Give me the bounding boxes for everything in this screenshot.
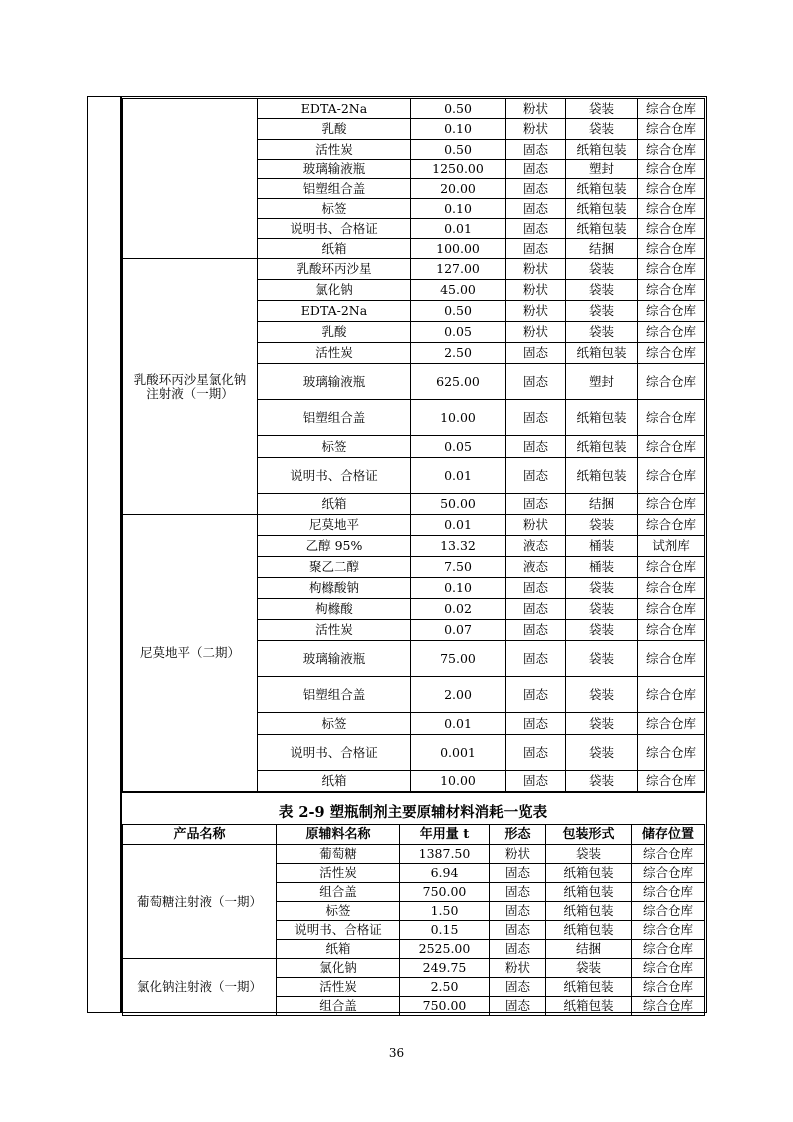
table-row (123, 259, 705, 280)
form-cell: 固态 (506, 140, 566, 160)
packaging-cell: 袋装 (566, 99, 638, 119)
storage-cell: 综合仓库 (638, 735, 705, 771)
name-cell: 聚乙二醇 (258, 557, 411, 578)
name-cell: 乳酸 (258, 322, 411, 343)
name-cell: 纸箱 (277, 940, 400, 959)
amount-cell: 0.50 (411, 140, 506, 160)
product-name-cell: 尼莫地平（二期） (123, 515, 258, 792)
storage-cell: 综合仓库 (638, 641, 705, 677)
header-annual-amount: 年用量 t (400, 825, 490, 845)
name-cell: 尼莫地平 (258, 515, 411, 536)
storage-cell: 综合仓库 (638, 219, 705, 239)
storage-cell: 综合仓库 (632, 940, 705, 959)
form-cell: 固态 (490, 883, 546, 902)
name-cell: 铝塑组合盖 (258, 400, 411, 436)
packaging-cell: 纸箱包装 (566, 458, 638, 494)
storage-cell: 综合仓库 (638, 160, 705, 179)
name-cell: 标签 (277, 902, 400, 921)
storage-cell: 综合仓库 (638, 515, 705, 536)
storage-cell: 综合仓库 (638, 557, 705, 578)
form-cell: 固态 (506, 239, 566, 259)
storage-cell: 综合仓库 (632, 864, 705, 883)
product-name-cell: 乳酸环丙沙星氯化钠注射液（一期） (123, 259, 258, 515)
form-cell: 固态 (506, 677, 566, 713)
plastic-table-body (123, 845, 705, 1016)
amount-cell: 0.01 (411, 458, 506, 494)
packaging-cell: 纸箱包装 (566, 140, 638, 160)
amount-cell: 0.10 (411, 199, 506, 219)
name-cell: 活性炭 (277, 864, 400, 883)
packaging-cell: 纸箱包装 (546, 921, 632, 940)
name-cell: 说明书、合格证 (277, 921, 400, 940)
amount-cell: 10.00 (411, 400, 506, 436)
amount-cell: 13.32 (411, 536, 506, 557)
form-cell: 固态 (506, 436, 566, 458)
form-cell: 固态 (506, 400, 566, 436)
form-cell: 粉状 (490, 959, 546, 978)
packaging-cell: 纸箱包装 (566, 343, 638, 364)
form-cell: 粉状 (506, 515, 566, 536)
amount-cell: 0.15 (400, 921, 490, 940)
amount-cell: 0.01 (411, 713, 506, 735)
name-cell: 说明书、合格证 (258, 735, 411, 771)
name-cell: 组合盖 (277, 997, 400, 1016)
amount-cell: 0.01 (411, 219, 506, 239)
storage-cell: 综合仓库 (638, 578, 705, 599)
form-cell: 固态 (506, 160, 566, 179)
amount-cell: 127.00 (411, 259, 506, 280)
storage-cell: 综合仓库 (638, 343, 705, 364)
header-material-name: 原辅料名称 (277, 825, 400, 845)
storage-cell: 综合仓库 (632, 978, 705, 997)
storage-cell: 综合仓库 (632, 959, 705, 978)
storage-cell: 综合仓库 (638, 436, 705, 458)
name-cell: 说明书、合格证 (258, 219, 411, 239)
packaging-cell: 袋装 (566, 515, 638, 536)
header-storage: 储存位置 (632, 825, 705, 845)
plastic-bottle-materials-table (122, 824, 705, 1016)
amount-cell: 0.10 (411, 578, 506, 599)
form-cell: 粉状 (506, 322, 566, 343)
storage-cell: 综合仓库 (638, 458, 705, 494)
product-name-cell: 氯化钠注射液（一期） (123, 959, 277, 1016)
packaging-cell: 袋装 (566, 620, 638, 641)
amount-cell: 1.50 (400, 902, 490, 921)
product-name-cell: 葡萄糖注射液（一期） (123, 845, 277, 959)
name-cell: 玻璃输液瓶 (258, 641, 411, 677)
packaging-cell: 纸箱包装 (546, 883, 632, 902)
form-cell: 固态 (506, 343, 566, 364)
storage-cell: 综合仓库 (638, 199, 705, 219)
packaging-cell: 袋装 (566, 735, 638, 771)
form-cell: 固态 (506, 735, 566, 771)
name-cell: 玻璃输液瓶 (258, 160, 411, 179)
packaging-cell: 塑封 (566, 364, 638, 400)
name-cell: 枸橼酸 (258, 599, 411, 620)
form-cell: 固态 (506, 578, 566, 599)
packaging-cell: 袋装 (546, 845, 632, 864)
form-cell: 粉状 (506, 99, 566, 119)
table-row (123, 959, 705, 978)
name-cell: 玻璃输液瓶 (258, 364, 411, 400)
name-cell: 氯化钠 (258, 280, 411, 301)
packaging-cell: 袋装 (566, 280, 638, 301)
storage-cell: 综合仓库 (638, 599, 705, 620)
name-cell: 纸箱 (258, 771, 411, 792)
packaging-cell: 结捆 (566, 239, 638, 259)
storage-cell: 综合仓库 (638, 301, 705, 322)
form-cell: 固态 (506, 199, 566, 219)
form-cell: 固态 (490, 902, 546, 921)
amount-cell: 100.00 (411, 239, 506, 259)
packaging-cell: 塑封 (566, 160, 638, 179)
amount-cell: 2.50 (400, 978, 490, 997)
storage-cell: 综合仓库 (638, 280, 705, 301)
packaging-cell: 桶装 (566, 536, 638, 557)
product-name-cell (123, 99, 258, 259)
storage-cell: 试剂库 (638, 536, 705, 557)
packaging-cell: 结捆 (546, 940, 632, 959)
name-cell: 活性炭 (277, 978, 400, 997)
page-number: 36 (388, 1046, 405, 1060)
packaging-cell: 桶装 (566, 557, 638, 578)
form-cell: 固态 (490, 940, 546, 959)
name-cell: 活性炭 (258, 140, 411, 160)
name-cell: 乳酸 (258, 119, 411, 140)
packaging-cell: 袋装 (566, 578, 638, 599)
form-cell: 固态 (506, 364, 566, 400)
packaging-cell: 纸箱包装 (566, 400, 638, 436)
name-cell: 说明书、合格证 (258, 458, 411, 494)
amount-cell: 0.05 (411, 322, 506, 343)
storage-cell: 综合仓库 (632, 997, 705, 1016)
storage-cell: 综合仓库 (632, 845, 705, 864)
amount-cell: 6.94 (400, 864, 490, 883)
storage-cell: 综合仓库 (638, 620, 705, 641)
name-cell: 纸箱 (258, 494, 411, 515)
packaging-cell: 纸箱包装 (546, 864, 632, 883)
packaging-cell: 纸箱包装 (546, 978, 632, 997)
form-cell: 固态 (506, 458, 566, 494)
packaging-cell: 袋装 (566, 301, 638, 322)
continued-table-body (123, 99, 705, 792)
form-cell: 粉状 (506, 119, 566, 140)
amount-cell: 2.00 (411, 677, 506, 713)
storage-cell: 综合仓库 (638, 494, 705, 515)
amount-cell: 7.50 (411, 557, 506, 578)
storage-cell: 综合仓库 (638, 259, 705, 280)
name-cell: 活性炭 (258, 343, 411, 364)
name-cell: 纸箱 (258, 239, 411, 259)
storage-cell: 综合仓库 (638, 140, 705, 160)
storage-cell: 综合仓库 (638, 713, 705, 735)
name-cell: EDTA-2Na (258, 99, 411, 119)
name-cell: 铝塑组合盖 (258, 179, 411, 199)
form-cell: 固态 (506, 494, 566, 515)
name-cell: 组合盖 (277, 883, 400, 902)
packaging-cell: 袋装 (566, 677, 638, 713)
name-cell: 标签 (258, 713, 411, 735)
amount-cell: 0.50 (411, 301, 506, 322)
packaging-cell: 纸箱包装 (566, 219, 638, 239)
header-product: 产品名称 (123, 825, 277, 845)
form-cell: 固态 (506, 219, 566, 239)
form-cell: 粉状 (490, 845, 546, 864)
packaging-cell: 纸箱包装 (566, 179, 638, 199)
continued-materials-table (122, 98, 705, 793)
amount-cell: 0.05 (411, 436, 506, 458)
amount-cell: 0.07 (411, 620, 506, 641)
packaging-cell: 袋装 (566, 322, 638, 343)
amount-cell: 0.01 (411, 515, 506, 536)
amount-cell: 0.001 (411, 735, 506, 771)
packaging-cell: 袋装 (566, 771, 638, 792)
amount-cell: 750.00 (400, 997, 490, 1016)
packaging-cell: 结捆 (566, 494, 638, 515)
packaging-cell: 袋装 (566, 599, 638, 620)
form-cell: 粉状 (506, 259, 566, 280)
form-cell: 固态 (506, 620, 566, 641)
form-cell: 固态 (506, 713, 566, 735)
form-cell: 液态 (506, 536, 566, 557)
form-cell: 固态 (506, 599, 566, 620)
packaging-cell: 纸箱包装 (566, 199, 638, 219)
name-cell: 氯化钠 (277, 959, 400, 978)
form-cell: 固态 (490, 864, 546, 883)
amount-cell: 20.00 (411, 179, 506, 199)
packaging-cell: 袋装 (566, 641, 638, 677)
storage-cell: 综合仓库 (638, 771, 705, 792)
storage-cell: 综合仓库 (638, 239, 705, 259)
amount-cell: 10.00 (411, 771, 506, 792)
name-cell: 葡萄糖 (277, 845, 400, 864)
table-row (123, 845, 705, 864)
name-cell: 标签 (258, 199, 411, 219)
name-cell: 枸橼酸钠 (258, 578, 411, 599)
form-cell: 固态 (506, 641, 566, 677)
name-cell: 乳酸环丙沙星 (258, 259, 411, 280)
storage-cell: 综合仓库 (638, 119, 705, 140)
amount-cell: 249.75 (400, 959, 490, 978)
name-cell: 乙醇 95% (258, 536, 411, 557)
packaging-cell: 袋装 (566, 713, 638, 735)
packaging-cell: 袋装 (566, 119, 638, 140)
amount-cell: 45.00 (411, 280, 506, 301)
packaging-cell: 袋装 (566, 259, 638, 280)
form-cell: 粉状 (506, 301, 566, 322)
storage-cell: 综合仓库 (638, 677, 705, 713)
packaging-cell: 纸箱包装 (546, 902, 632, 921)
storage-cell: 综合仓库 (638, 179, 705, 199)
name-cell: 活性炭 (258, 620, 411, 641)
form-cell: 固态 (506, 179, 566, 199)
table-caption: 表 2-9 塑瓶制剂主要原辅材料消耗一览表 (278, 804, 548, 821)
amount-cell: 1250.00 (411, 160, 506, 179)
name-cell: EDTA-2Na (258, 301, 411, 322)
header-packaging: 包装形式 (546, 825, 632, 845)
amount-cell: 750.00 (400, 883, 490, 902)
amount-cell: 0.10 (411, 119, 506, 140)
name-cell: 铝塑组合盖 (258, 677, 411, 713)
packaging-cell: 纸箱包装 (546, 997, 632, 1016)
form-cell: 固态 (490, 978, 546, 997)
amount-cell: 75.00 (411, 641, 506, 677)
form-cell: 粉状 (506, 280, 566, 301)
storage-cell: 综合仓库 (632, 921, 705, 940)
storage-cell: 综合仓库 (638, 99, 705, 119)
table-row (123, 515, 705, 536)
table-row (123, 99, 705, 119)
amount-cell: 0.02 (411, 599, 506, 620)
amount-cell: 625.00 (411, 364, 506, 400)
amount-cell: 1387.50 (400, 845, 490, 864)
amount-cell: 50.00 (411, 494, 506, 515)
storage-cell: 综合仓库 (632, 902, 705, 921)
packaging-cell: 袋装 (546, 959, 632, 978)
storage-cell: 综合仓库 (638, 400, 705, 436)
table-header-row (123, 825, 705, 845)
amount-cell: 2525.00 (400, 940, 490, 959)
form-cell: 固态 (506, 771, 566, 792)
storage-cell: 综合仓库 (638, 364, 705, 400)
form-cell: 固态 (490, 997, 546, 1016)
form-cell: 固态 (490, 921, 546, 940)
storage-cell: 综合仓库 (638, 322, 705, 343)
amount-cell: 2.50 (411, 343, 506, 364)
form-cell: 液态 (506, 557, 566, 578)
packaging-cell: 纸箱包装 (566, 436, 638, 458)
amount-cell: 0.50 (411, 99, 506, 119)
name-cell: 标签 (258, 436, 411, 458)
storage-cell: 综合仓库 (632, 883, 705, 902)
header-form: 形态 (490, 825, 546, 845)
